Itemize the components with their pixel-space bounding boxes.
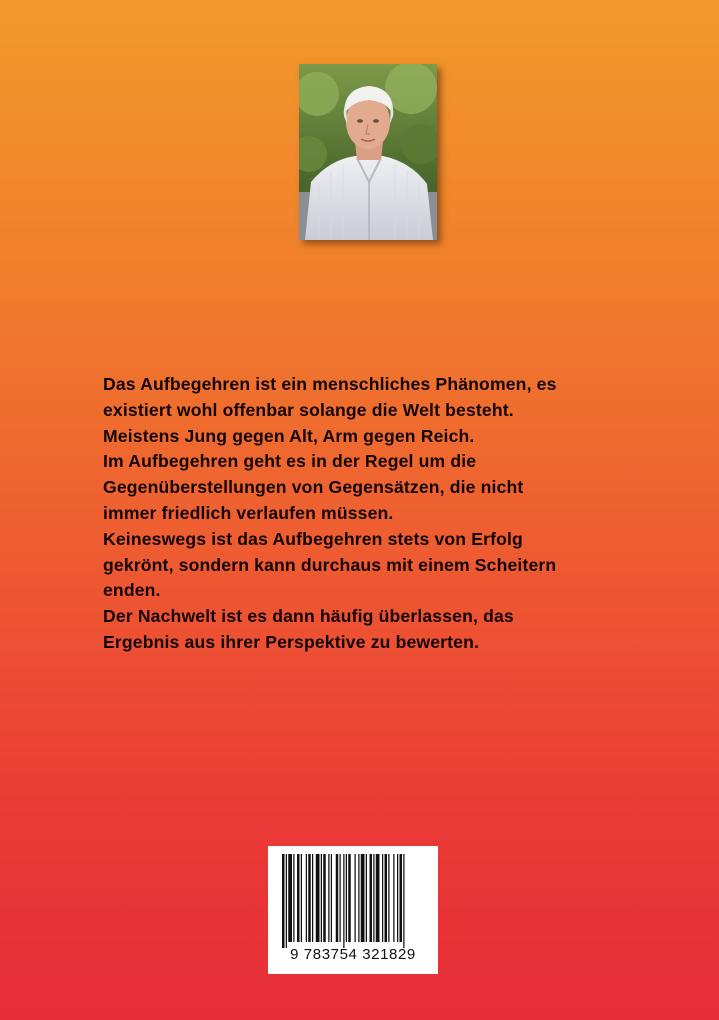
barcode-bar (376, 854, 380, 942)
blurb-line: immer friedlich verlaufen müssen. (103, 502, 394, 523)
barcode-bar (366, 854, 367, 942)
blurb-line: Der Nachwelt ist es dann häufig überlassen, das (103, 606, 514, 627)
barcode-bar (355, 854, 356, 942)
barcode-bar (293, 854, 294, 942)
barcode-bar (343, 854, 344, 948)
barcode-bar (328, 854, 329, 942)
barcode-bar (297, 854, 300, 942)
barcode-bar (286, 854, 287, 948)
isbn-barcode (268, 846, 438, 974)
barcode-bar (321, 854, 322, 942)
barcode-bar (288, 854, 292, 942)
author-photo (299, 64, 437, 240)
barcode-bar (361, 854, 365, 942)
blurb-line: enden. (103, 580, 161, 601)
blurb-line: Gegenüberstellungen von Gegensätzen, die nicht (103, 477, 524, 498)
blurb-line: Im Aufbegehren geht es in der Regel um die (103, 451, 477, 472)
blurb-line: gekrönt, sondern kann durchaus mit einem Scheitern (103, 554, 557, 575)
barcode-bar (323, 854, 326, 942)
barcode-bar (306, 854, 307, 942)
blurb-line: Ergebnis aus ihrer Perspektive zu bewerten. (103, 631, 480, 652)
barcode-bar (316, 854, 320, 942)
barcode-bar (348, 854, 351, 942)
barcode-bar (336, 854, 339, 942)
barcode-bar (373, 854, 374, 942)
barcode-bar (301, 854, 302, 942)
blurb-line: Meistens Jung gegen Alt, Arm gegen Reich. (103, 425, 475, 446)
barcode-bar (403, 854, 404, 948)
barcode-bar (397, 854, 398, 942)
blurb-line: Das Aufbegehren ist ein menschliches Phänomen, es (103, 374, 557, 394)
barcode-bar (385, 854, 388, 942)
author-portrait-icon (299, 64, 437, 240)
blurb-line: existiert wohl offenbar solange die Welt besteht. (103, 399, 514, 420)
back-cover-blurb (103, 372, 623, 656)
barcode-bar (388, 854, 389, 942)
blurb-line: Keineswegs ist das Aufbegehren stets von Erfolg (103, 528, 523, 549)
isbn-number: 9 783754 321829 (290, 946, 416, 963)
barcode-bar (358, 854, 359, 942)
barcode-bar (400, 854, 403, 942)
barcode-bar (340, 854, 341, 942)
barcode-bar (312, 854, 313, 942)
barcode-bar (393, 854, 394, 942)
barcode-bar (308, 854, 311, 942)
barcode-bar (346, 854, 347, 942)
barcode-bar (382, 854, 383, 942)
barcode-bar (282, 854, 285, 948)
barcode-bar (370, 854, 373, 942)
barcode-bar (331, 854, 332, 942)
